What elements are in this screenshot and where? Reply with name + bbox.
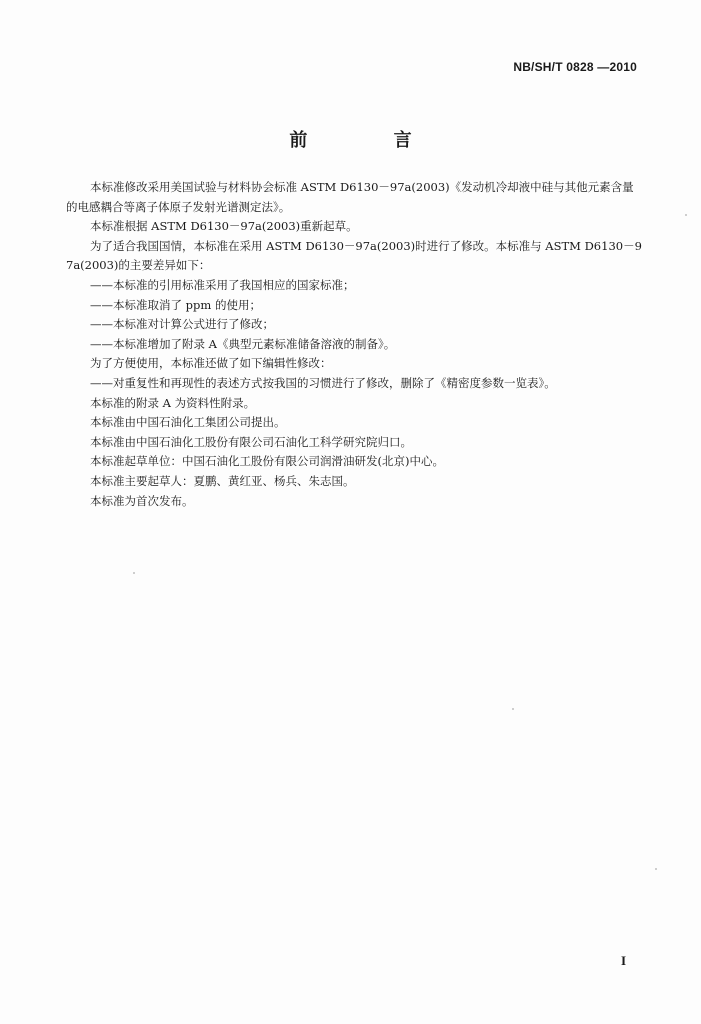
scan-speck	[133, 572, 135, 574]
paragraph-appendix: 本标准的附录 A 为资料性附录。	[90, 395, 256, 410]
list-item: ——对重复性和再现性的表述方式按我国的习惯进行了修改，删除了《精密度参数一览表》。	[90, 375, 556, 390]
standard-code: NB/SH/T 0828 —2010	[513, 60, 637, 74]
paragraph-drafting-unit: 本标准起草单位：中国石油化工股份有限公司润滑油研发(北京)中心。	[90, 454, 444, 469]
scan-speck	[512, 708, 514, 710]
scan-speck	[655, 868, 657, 870]
list-item: ——本标准取消了 ppm 的使用；	[90, 297, 261, 312]
paragraph-drafters: 本标准主要起草人：夏鹏、黄红亚、杨兵、朱志国。	[90, 473, 355, 488]
list-item: ——本标准对计算公式进行了修改；	[90, 317, 274, 332]
list-item: ——本标准的引用标准采用了我国相应的国家标准；	[90, 277, 355, 292]
paragraph-modifications: 为了适合我国国情，本标准在采用 ASTM D6130－97a(2003)时进行了修改。本标准与 ASTM D6130－97a(2003)的主要差异如下：	[66, 238, 642, 273]
paragraph-redrafted: 本标准根据 ASTM D6130－97a(2003)重新起草。	[90, 219, 358, 234]
paragraph-adoption: 本标准修改采用美国试验与材料协会标准 ASTM D6130－97a(2003)《发动机冷却液中硅与其他元素含量的电感耦合等离子体原子发射光谱测定法》。	[66, 180, 634, 214]
paragraph-editorial: 为了方便使用，本标准还做了如下编辑性修改：	[90, 356, 332, 371]
page-number: I	[620, 953, 626, 968]
paragraph-proposer: 本标准由中国石油化工集团公司提出。	[90, 415, 286, 430]
foreword-body	[66, 178, 644, 511]
scan-speck	[685, 214, 687, 216]
paragraph-first-release: 本标准为首次发布。	[90, 493, 194, 508]
paragraph-administrator: 本标准由中国石油化工股份有限公司石油化工科学研究院归口。	[90, 434, 412, 449]
list-item: ——本标准增加了附录 A《典型元素标准储备溶液的制备》。	[90, 336, 396, 351]
page-title: 前 言	[289, 130, 452, 151]
